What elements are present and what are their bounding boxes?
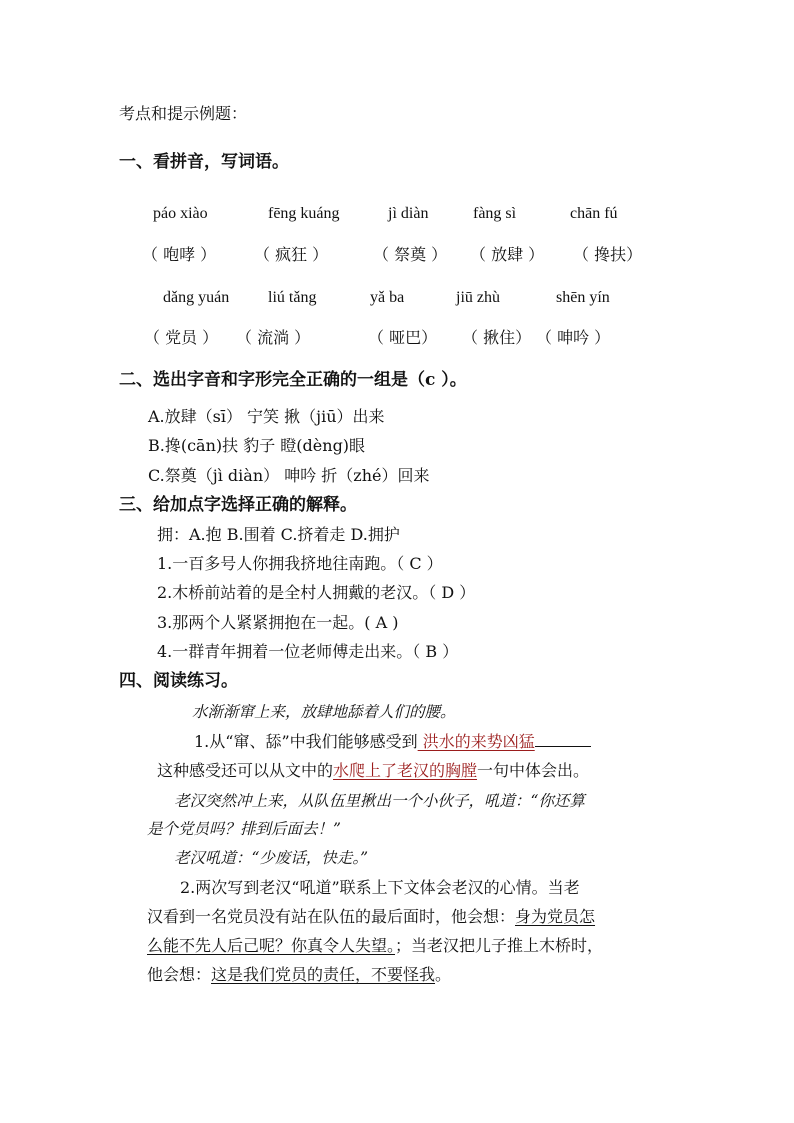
definition-yong: 拥：A.抱 B.围着 C.挤着走 D.拥护 <box>157 525 400 544</box>
reading-q2-line3-suffix: ；当老汉把儿子推上木桥时， <box>395 936 604 955</box>
pinyin-shenyin: shēn yín <box>556 289 610 306</box>
question-1: 1.一百多号人你拥我挤地往南跑。（ C ） <box>157 554 443 573</box>
answer-jidian: （ 祭奠 ） <box>373 245 448 264</box>
passage-2-line1: 老汉突然冲上来，从队伍里揪出一个小伙子，吼道：“你还算 <box>174 792 585 810</box>
option-c: C.祭奠（jì diàn） 呻吟 折（zhé）回来 <box>148 466 430 485</box>
answer-blank-line <box>535 732 591 747</box>
reading-q1-line2-answer: 水爬上了老汉的胸膛 <box>333 761 478 780</box>
option-b: B.搀(cān)扶 豹子 瞪(dèng)眼 <box>148 436 366 455</box>
reading-q2-line4-prefix: 他会想： <box>147 965 212 984</box>
pinyin-liutang: liú tǎng <box>268 289 317 306</box>
answer-shenyin: （ 呻吟 ） <box>536 328 611 347</box>
reading-q2-line4 <box>147 965 451 985</box>
reading-q2-line4-suffix: 。 <box>435 965 452 984</box>
section2-title: 二、选出字音和字形完全正确的一组是（c ）。 <box>119 370 467 390</box>
reading-q2-line2-prefix: 汉看到一名党员没有站在队伍的最后面时，他会想： <box>147 907 516 926</box>
reading-q2-line3-answer: 么能不先人后己呢？你真令人失望。 <box>147 936 396 955</box>
pinyin-dangyuan: dǎng yuán <box>163 289 230 306</box>
answer-yaba: （ 哑巴） <box>368 328 438 347</box>
reading-q2-line1: 2.两次写到老汉“吼道”联系上下文体会老汉的心情。当老 <box>180 878 580 897</box>
answer-jiuzhu: （ 揪住） <box>462 328 532 347</box>
pinyin-paoxiao: páo xiào <box>153 205 208 222</box>
pinyin-yaba: yǎ ba <box>370 289 405 306</box>
pinyin-chanfu: chān fú <box>570 205 618 222</box>
reading-q2-line4-answer: 这是我们党员的责任，不要怪我 <box>211 965 436 984</box>
pinyin-fengkuang: fēng kuáng <box>268 205 340 222</box>
reading-q2-line3 <box>147 936 603 956</box>
answer-fangsi: （ 放肆 ） <box>470 245 545 264</box>
question-4: 4.一群青年拥着一位老师傅走出来。（ B ） <box>157 642 459 661</box>
passage-3: 老汉吼道：“少废话，快走。” <box>174 849 369 867</box>
reading-q1-line2-prefix: 这种感受还可以从文中的 <box>157 761 334 780</box>
section4-title: 四、阅读练习。 <box>119 671 238 691</box>
reading-q1-line1 <box>194 732 591 752</box>
reading-q1-line2 <box>157 761 589 781</box>
section1-title: 一、看拼音，写词语。 <box>119 152 289 172</box>
question-2: 2.木桥前站着的是全村人拥戴的老汉。（ D ） <box>157 583 476 602</box>
option-a: A.放肆（sī） 宁笑 揪（jiū）出来 <box>148 407 385 426</box>
section3-title: 三、给加点字选择正确的解释。 <box>119 495 357 515</box>
passage-1: 水渐渐窜上来，放肆地舔着人们的腰。 <box>192 703 456 721</box>
pinyin-jidian: jì diàn <box>388 205 429 222</box>
reading-q2-line2-answer: 身为党员怎 <box>515 907 596 926</box>
question-3: 3.那两个人紧紧拥抱在一起。( A ) <box>157 613 399 632</box>
reading-q1-answer: 洪水的来势凶猛 <box>417 732 535 751</box>
pinyin-fangsi: fàng sì <box>473 205 517 222</box>
answer-liutang: （ 流淌 ） <box>236 328 311 347</box>
answer-paoxiao: （ 咆哮 ） <box>142 245 217 264</box>
answer-chanfu: （ 搀扶） <box>573 245 643 264</box>
answer-dangyuan: （ 党员 ） <box>144 328 219 347</box>
page-heading: 考点和提示例题： <box>119 104 248 123</box>
reading-q2-line2 <box>147 907 595 927</box>
passage-2-line2: 是个党员吗？排到后面去！” <box>147 820 341 838</box>
reading-q1-prefix: 1.从“窜、舔”中我们能够感受到 <box>194 732 418 751</box>
reading-q1-line2-suffix: 一句中体会出。 <box>477 761 590 780</box>
pinyin-jiuzhu: jiū zhù <box>456 289 500 306</box>
answer-fengkuang: （ 疯狂 ） <box>254 245 329 264</box>
